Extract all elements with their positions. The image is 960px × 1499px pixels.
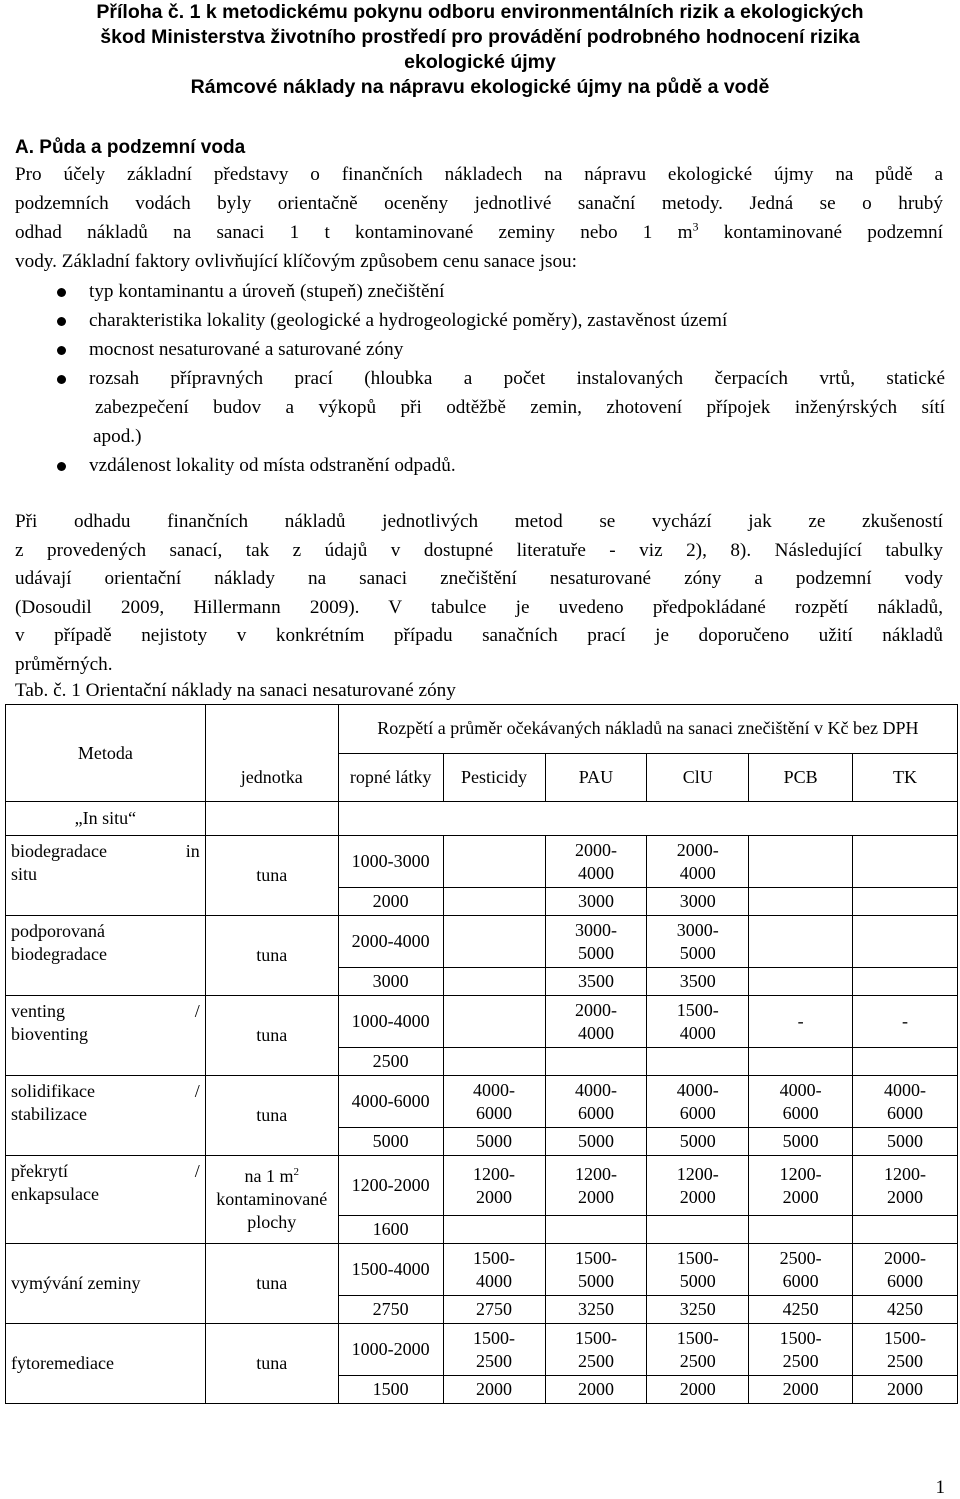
cost-range-cell: 1500- 2500	[545, 1324, 647, 1376]
table-header-row	[6, 705, 958, 754]
cost-range-cell: 1200- 2000	[443, 1156, 545, 1216]
method-name-part: /	[194, 1081, 200, 1101]
list-item-text: zabezpečení budov a výkopů při odtěžbě zemin, zhotovení přípojek inženýrských sítí	[95, 397, 945, 418]
method-name: biodegradace	[11, 944, 107, 964]
intro-line: podzemních vodách byly orientačně oceněny jednotlivé sanační metody. Jedná se o hrubý	[15, 193, 943, 214]
cost-average-cell: 4250	[749, 1296, 853, 1324]
unit-cell	[205, 1156, 338, 1244]
cost-range-cell: 1500- 4000	[443, 1244, 545, 1296]
cost-average-cell: 5000	[853, 1128, 958, 1156]
bullet-icon	[57, 375, 66, 384]
cost-range-cell: 4000- 6000	[853, 1076, 958, 1128]
table-cell	[205, 802, 338, 836]
header-col: Pesticidy	[443, 753, 545, 802]
method-cell	[6, 996, 206, 1076]
cost-range-cell: 2000- 4000	[545, 996, 647, 1048]
method-name-part: venting	[11, 1001, 65, 1021]
header-jednotka: jednotka	[205, 753, 338, 802]
list-item	[15, 451, 945, 480]
method-line: Při odhadu finančních nákladů jednotlivých metod se vychází jak ze zkušeností	[15, 511, 943, 532]
method-name-part: podporovaná	[11, 921, 105, 941]
cost-average-cell	[443, 1048, 545, 1076]
cost-range-cell: 1500- 2500	[443, 1324, 545, 1376]
cost-average-cell: 1600	[338, 1216, 443, 1244]
cost-average-cell: 5000	[338, 1128, 443, 1156]
cost-range-cell: 2000-4000	[338, 916, 443, 968]
intro-paragraph	[15, 160, 943, 276]
intro-line	[15, 218, 943, 247]
method-cell	[6, 1324, 206, 1404]
method-name	[11, 1272, 200, 1295]
list-item-continuation	[15, 422, 945, 451]
cost-average-cell	[853, 968, 958, 996]
method-name: bioventing	[11, 1024, 88, 1044]
cost-average-cell	[647, 1048, 749, 1076]
method-cell	[6, 1244, 206, 1324]
cost-range-cell: 1500- 5000	[647, 1244, 749, 1296]
cost-range-cell	[749, 836, 853, 888]
method-line: (Dosoudil 2009, Hillermann 2009). V tabulce je uvedeno předpokládané rozpětí nákladů,	[15, 596, 943, 618]
cost-range-cell: 1000-4000	[338, 996, 443, 1048]
cost-average-cell: 3000	[338, 968, 443, 996]
method-name	[11, 1000, 200, 1023]
cost-range-cell: 3000- 5000	[545, 916, 647, 968]
cost-average-cell: 3500	[545, 968, 647, 996]
cost-range-cell: 1200- 2000	[749, 1156, 853, 1216]
bullet-icon	[57, 317, 66, 326]
unit-cell: tuna	[205, 1076, 338, 1156]
superscript: 2	[293, 1166, 300, 1178]
cost-average-cell	[443, 1216, 545, 1244]
method-name-part: in	[185, 841, 200, 861]
bullet-icon	[57, 462, 66, 471]
list-item-text: mocnost nesaturované a saturované zóny	[89, 339, 404, 360]
method-name-part: /	[194, 1001, 200, 1021]
bullet-icon	[57, 288, 66, 297]
cost-range-cell: -	[749, 996, 853, 1048]
table-row	[6, 1244, 958, 1296]
method-name	[11, 840, 200, 863]
cost-average-cell: 3250	[545, 1296, 647, 1324]
method-name-part: solidifikace	[11, 1081, 95, 1101]
cost-average-cell	[443, 888, 545, 916]
method-cell	[6, 836, 206, 916]
cost-average-cell: 2750	[443, 1296, 545, 1324]
method-cell	[6, 916, 206, 996]
cost-average-cell: 2750	[338, 1296, 443, 1324]
cost-range-cell: 2000- 4000	[647, 836, 749, 888]
cost-average-cell: 2000	[853, 1376, 958, 1404]
table-caption: Tab. č. 1 Orientační náklady na sanaci nesaturované zóny	[15, 680, 456, 701]
cost-average-cell: 3000	[647, 888, 749, 916]
method-name-part: vymývání zeminy	[11, 1273, 141, 1293]
cost-range-cell: 1500- 2500	[853, 1324, 958, 1376]
header-cost-range: Rozpětí a průměr očekávaných nákladů na sanaci znečištění v Kč bez DPH	[338, 705, 957, 754]
header-col: TK	[853, 753, 958, 802]
header-line-4: Rámcové náklady na nápravu ekologické újmy na půdě a vodě	[190, 76, 770, 98]
list-item	[15, 306, 945, 335]
method-name: enkapsulace	[11, 1184, 99, 1204]
cost-range-cell: 4000- 6000	[749, 1076, 853, 1128]
cost-average-cell: 4250	[853, 1296, 958, 1324]
list-item-text: typ kontaminantu a úroveň (stupeň) znečištění	[89, 281, 445, 302]
cost-average-cell: 5000	[749, 1128, 853, 1156]
header-metoda: Metoda	[6, 705, 206, 802]
method-name: situ	[11, 864, 38, 884]
cost-range-cell: 1500- 2500	[647, 1324, 749, 1376]
unit-text: na 1 m	[244, 1166, 294, 1186]
cost-range-cell: 1000-3000	[338, 836, 443, 888]
cost-range-cell: 4000- 6000	[443, 1076, 545, 1128]
document-header	[0, 0, 960, 100]
method-line: z provedených sanací, tak z údajů v dostupné literatuře - viz 2), 8). Následující tabulky	[15, 539, 943, 561]
header-col: ropné látky	[338, 753, 443, 802]
cost-average-cell: 2000	[545, 1376, 647, 1404]
list-item	[15, 335, 945, 364]
cost-range-cell	[443, 836, 545, 888]
unit-cell: tuna	[205, 836, 338, 916]
method-cell	[6, 1076, 206, 1156]
cost-range-cell	[443, 916, 545, 968]
unit-cell: tuna	[205, 1324, 338, 1404]
cost-average-cell	[545, 1048, 647, 1076]
unit-cell: tuna	[205, 996, 338, 1076]
intro-text: odhad nákladů na sanaci 1 t kontaminované zeminy nebo 1 m	[15, 222, 693, 243]
table-row	[6, 802, 958, 836]
list-item	[15, 364, 945, 393]
unit-text: kontaminované plochy	[216, 1189, 328, 1232]
cost-average-cell: 3250	[647, 1296, 749, 1324]
method-paragraph	[15, 508, 943, 679]
method-name-part: překrytí	[11, 1161, 68, 1181]
cost-average-cell	[853, 888, 958, 916]
list-item-text: rozsah přípravných prací (hloubka a počet instalovaných čerpacích vrtů, statické	[89, 368, 945, 389]
method-name	[11, 1352, 200, 1375]
cost-average-cell: 2000	[443, 1376, 545, 1404]
method-name	[11, 1080, 200, 1103]
list-item-text: apod.)	[93, 426, 142, 447]
header-col: ClU	[647, 753, 749, 802]
header-line-3: ekologické újmy	[404, 51, 556, 73]
cost-average-cell	[647, 1216, 749, 1244]
table-row	[6, 1076, 958, 1128]
cost-range-cell: 1200- 2000	[647, 1156, 749, 1216]
cost-range-cell: 2000- 6000	[853, 1244, 958, 1296]
list-item-continuation	[15, 393, 945, 422]
method-name	[11, 920, 200, 943]
cost-average-cell	[749, 888, 853, 916]
cost-range-cell: 4000-6000	[338, 1076, 443, 1128]
cost-average-cell: 2500	[338, 1048, 443, 1076]
cost-average-cell: 2000	[749, 1376, 853, 1404]
cost-table	[5, 704, 958, 1404]
cost-average-cell	[749, 1048, 853, 1076]
cost-range-cell: 4000- 6000	[545, 1076, 647, 1128]
superscript: 3	[692, 219, 699, 234]
table-row	[6, 916, 958, 968]
unit-cell: tuna	[205, 916, 338, 996]
table-row	[6, 836, 958, 888]
header-col: PAU	[545, 753, 647, 802]
method-line: udávají orientační náklady na sanaci znečištění nesaturované zóny a podzemní vody	[15, 568, 943, 589]
header-line-1: Příloha č. 1 k metodickému pokynu odboru environmentálních rizik a ekologických	[96, 1, 864, 23]
cost-average-cell	[545, 1216, 647, 1244]
method-cell	[6, 1156, 206, 1244]
cost-average-cell	[749, 968, 853, 996]
method-name	[11, 1160, 200, 1183]
table-row	[6, 996, 958, 1048]
list-item-text: charakteristika lokality (geologické a hydrogeologické poměry), zastavěnost území	[89, 310, 728, 331]
intro-line: vody. Základní faktory ovlivňující klíčovým způsobem cenu sanace jsou:	[15, 251, 577, 272]
factor-list	[15, 277, 945, 480]
list-item-text: vzdálenost lokality od místa odstranění odpadů.	[89, 455, 456, 476]
method-name-part: biodegradace	[11, 841, 107, 861]
section-title: A. Půda a podzemní voda	[15, 137, 246, 158]
cost-range-cell: 1500- 2500	[749, 1324, 853, 1376]
table-row	[6, 1156, 958, 1216]
cost-range-cell	[853, 916, 958, 968]
cost-average-cell	[749, 1216, 853, 1244]
cost-average-cell: 5000	[647, 1128, 749, 1156]
cost-range-cell: 1200- 2000	[545, 1156, 647, 1216]
cost-range-cell: 2000- 4000	[545, 836, 647, 888]
cost-range-cell: 1500-4000	[338, 1244, 443, 1296]
cost-average-cell: 2000	[647, 1376, 749, 1404]
intro-line: Pro účely základní představy o finančních nákladech na nápravu ekologické újmy na půdě a	[15, 164, 943, 185]
cost-average-cell: 3500	[647, 968, 749, 996]
cost-range-cell	[443, 996, 545, 1048]
method-name-part: fytoremediace	[11, 1353, 114, 1373]
cost-average-cell: 5000	[443, 1128, 545, 1156]
bullet-icon	[57, 346, 66, 355]
header-col: PCB	[749, 753, 853, 802]
intro-text: kontaminované podzemní	[698, 222, 943, 243]
cost-average-cell: 5000	[545, 1128, 647, 1156]
cost-range-cell: 1500- 4000	[647, 996, 749, 1048]
cost-range-cell: 1200-2000	[338, 1156, 443, 1216]
header-line-2: škod Ministerstva životního prostředí pro provádění podrobného hodnocení rizika	[100, 26, 860, 48]
method-name-part: /	[194, 1161, 200, 1181]
table-row	[6, 1324, 958, 1376]
cost-range-cell: 3000- 5000	[647, 916, 749, 968]
unit-cell: tuna	[205, 1244, 338, 1324]
table-cell	[338, 802, 957, 836]
cost-range-cell	[853, 836, 958, 888]
cost-average-cell: 2000	[338, 888, 443, 916]
cost-average-cell: 3000	[545, 888, 647, 916]
method-line: v případě nejistoty v konkrétním případu sanačních prací je doporučeno užití nákladů	[15, 625, 943, 646]
cost-range-cell: -	[853, 996, 958, 1048]
list-item	[15, 277, 945, 306]
cost-range-cell: 1200- 2000	[853, 1156, 958, 1216]
cost-average-cell	[853, 1048, 958, 1076]
method-name: stabilizace	[11, 1104, 87, 1124]
header-empty	[205, 705, 338, 754]
cost-average-cell	[443, 968, 545, 996]
cost-average-cell	[853, 1216, 958, 1244]
cost-range-cell: 1000-2000	[338, 1324, 443, 1376]
cost-range-cell: 2500- 6000	[749, 1244, 853, 1296]
cost-range-cell: 1500- 5000	[545, 1244, 647, 1296]
in-situ-label: „In situ“	[6, 802, 206, 836]
page-number: 1	[935, 1477, 945, 1498]
cost-range-cell: 4000- 6000	[647, 1076, 749, 1128]
cost-average-cell: 1500	[338, 1376, 443, 1404]
method-line: průměrných.	[15, 653, 113, 675]
cost-range-cell	[749, 916, 853, 968]
